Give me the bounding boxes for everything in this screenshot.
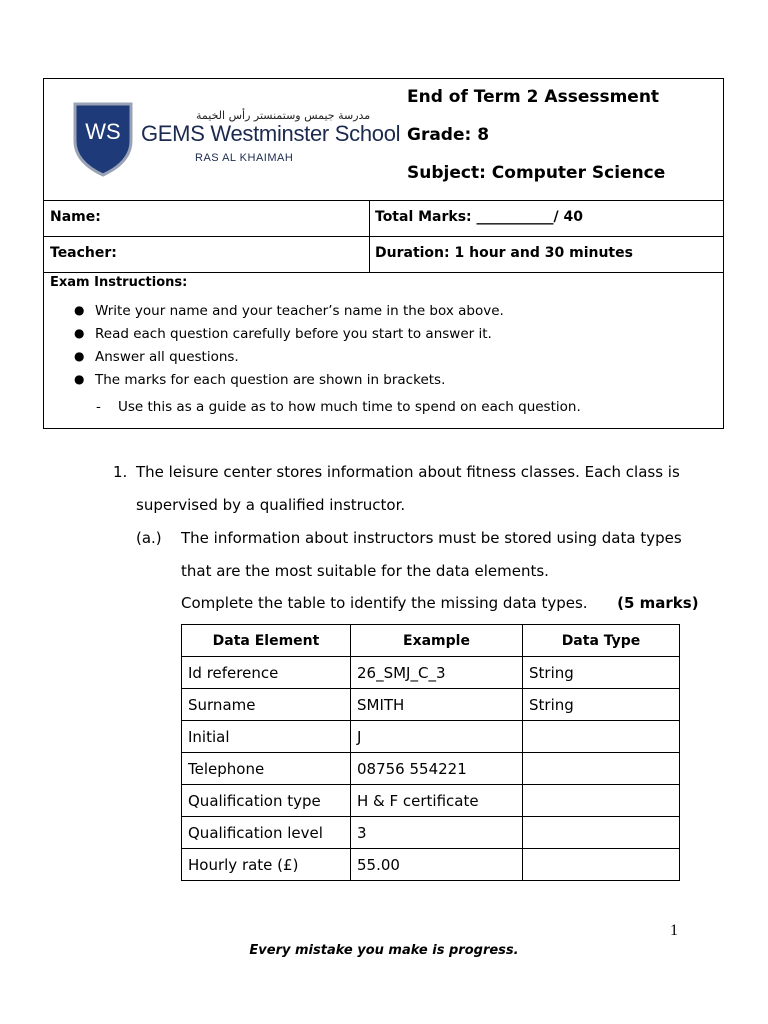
- dash-icon: -: [96, 399, 101, 415]
- instruction-text: Write your name and your teacher’s name in the box above.: [95, 303, 504, 319]
- table-row: [182, 817, 680, 849]
- instruction-text: Answer all questions.: [95, 349, 239, 365]
- data-types-table: [181, 624, 680, 881]
- column-header: Example: [351, 625, 523, 657]
- instruction-text: The marks for each question are shown in brackets.: [95, 372, 446, 388]
- data-type-cell[interactable]: [523, 817, 680, 849]
- question-text-line1: The leisure center stores information about fitness classes. Each class is: [136, 463, 680, 481]
- grade-label: Grade: 8: [407, 125, 490, 145]
- duration-label: Duration: 1 hour and 30 minutes: [375, 245, 633, 261]
- bullet-icon: ●: [74, 303, 85, 317]
- example-cell: 3: [351, 817, 523, 849]
- instruction-item: [44, 326, 714, 349]
- column-header: Data Element: [182, 625, 351, 657]
- data-type-cell[interactable]: [523, 721, 680, 753]
- data-type-cell[interactable]: [523, 849, 680, 881]
- data-element-cell: Id reference: [182, 657, 351, 689]
- name-field[interactable]: [44, 201, 370, 236]
- data-element-cell: Surname: [182, 689, 351, 721]
- instruction-sub-item: [96, 399, 581, 415]
- assessment-title: End of Term 2 Assessment: [407, 87, 660, 107]
- name-label: Name:: [50, 209, 101, 225]
- data-type-cell[interactable]: String: [523, 657, 680, 689]
- question-part-line1: The information about instructors must be stored using data types: [181, 529, 682, 547]
- data-type-cell[interactable]: [523, 785, 680, 817]
- bullet-icon: ●: [74, 372, 85, 386]
- data-element-cell: Initial: [182, 721, 351, 753]
- question-part-label: (a.): [136, 529, 162, 547]
- question-marks: (5 marks): [617, 594, 699, 612]
- instructions-title: Exam Instructions:: [50, 275, 188, 290]
- exam-header-box: [43, 78, 724, 429]
- teacher-field[interactable]: [44, 237, 370, 272]
- duration-field: [370, 237, 723, 272]
- instruction-item: [44, 303, 714, 326]
- table-row: [182, 753, 680, 785]
- bullet-icon: ●: [74, 349, 85, 363]
- table-row: [182, 689, 680, 721]
- data-element-cell: Telephone: [182, 753, 351, 785]
- example-cell: J: [351, 721, 523, 753]
- table-row: [182, 849, 680, 881]
- school-city: RAS AL KHAIMAH: [195, 152, 294, 164]
- question-text-line2: supervised by a qualified instructor.: [136, 496, 406, 514]
- example-cell: H & F certificate: [351, 785, 523, 817]
- example-cell: SMITH: [351, 689, 523, 721]
- question-number: 1.: [113, 463, 128, 481]
- header-row-teacher: [44, 237, 723, 273]
- example-cell: 26_SMJ_C_3: [351, 657, 523, 689]
- teacher-label: Teacher:: [50, 245, 117, 261]
- school-name-arabic: مدرسة جيمس وستمنستر رأس الخيمة: [196, 109, 371, 122]
- instruction-sub-text: Use this as a guide as to how much time to spend on each question.: [118, 399, 581, 415]
- instructions-list: [44, 303, 714, 395]
- table-row: [182, 785, 680, 817]
- question-part-instruction: Complete the table to identify the missing data types.: [181, 594, 588, 612]
- header-row-name: [44, 201, 723, 237]
- table-row: [182, 721, 680, 753]
- bullet-icon: ●: [74, 326, 85, 340]
- page-number: 1: [670, 922, 678, 939]
- header-top-section: [44, 79, 723, 201]
- total-marks-field: [370, 201, 723, 236]
- total-marks-label: Total Marks: ___________/ 40: [375, 209, 583, 225]
- data-element-cell: Qualification type: [182, 785, 351, 817]
- question-part-line3: [181, 594, 699, 612]
- column-header: Data Type: [523, 625, 680, 657]
- footer-motto: Every mistake you make is progress.: [249, 943, 519, 958]
- logo-initials: WS: [85, 119, 121, 144]
- table-header-row: [182, 625, 680, 657]
- example-cell: 55.00: [351, 849, 523, 881]
- school-shield-logo-icon: [72, 101, 134, 177]
- instruction-item: [44, 349, 714, 372]
- table-row: [182, 657, 680, 689]
- question-part-line2: that are the most suitable for the data elements.: [181, 562, 549, 580]
- instruction-item: [44, 372, 714, 395]
- data-element-cell: Qualification level: [182, 817, 351, 849]
- subject-label: Subject: Computer Science: [407, 163, 666, 183]
- data-type-cell[interactable]: [523, 753, 680, 785]
- example-cell: 08756 554221: [351, 753, 523, 785]
- instruction-text: Read each question carefully before you start to answer it.: [95, 326, 492, 342]
- school-name: GEMS Westminster School: [141, 121, 401, 146]
- data-element-cell: Hourly rate (£): [182, 849, 351, 881]
- data-type-cell[interactable]: String: [523, 689, 680, 721]
